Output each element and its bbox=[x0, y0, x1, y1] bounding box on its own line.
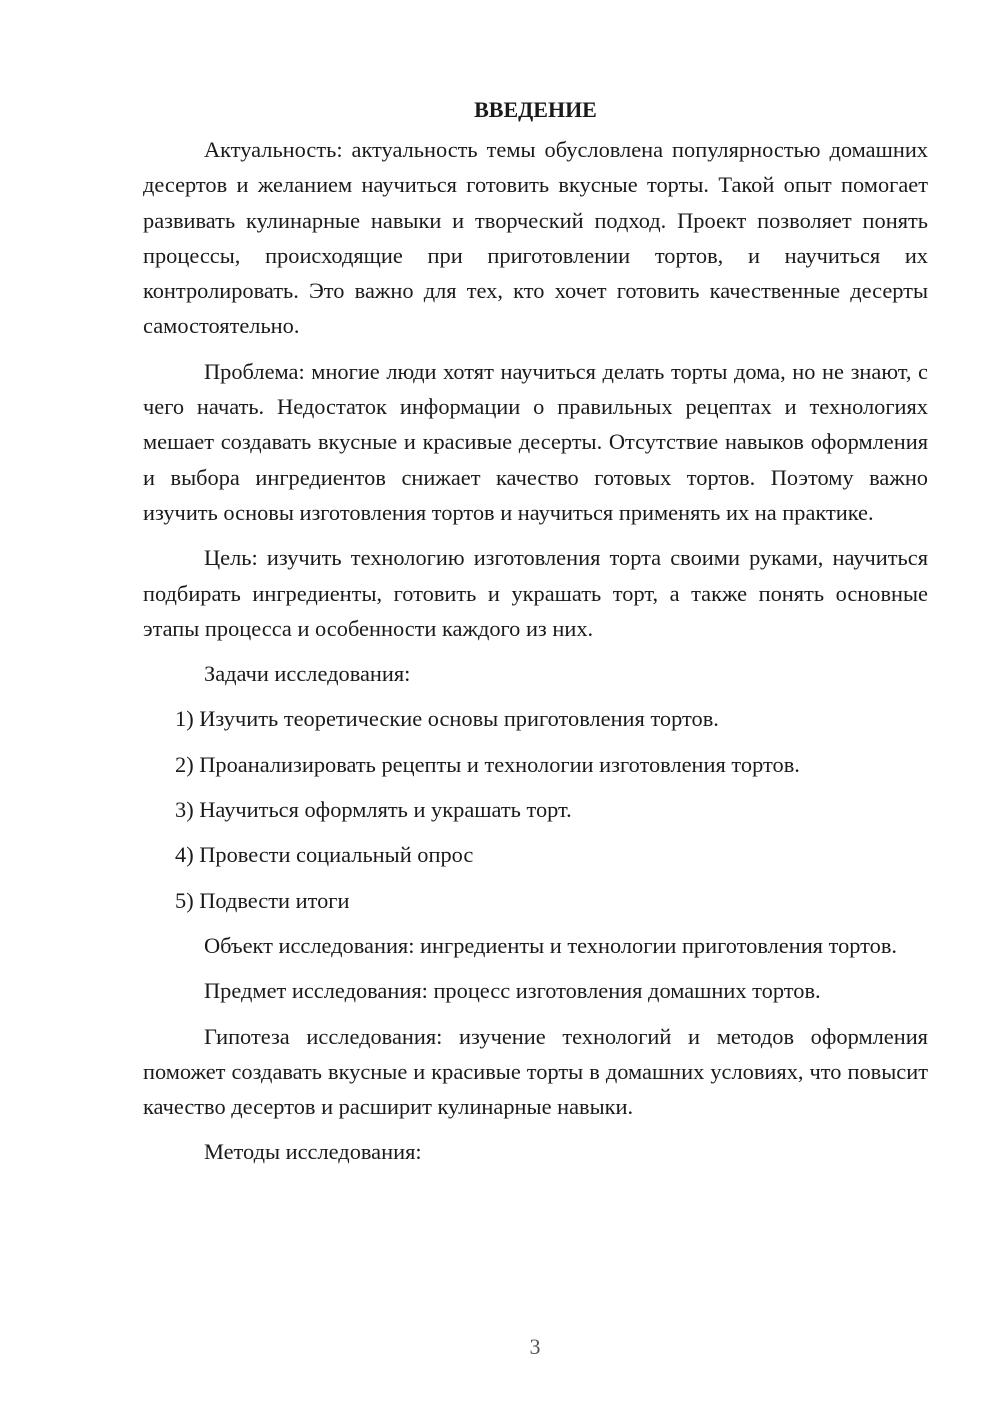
list-item: 1) Изучить теоретические основы приготовления тортов. bbox=[175, 706, 719, 732]
paragraph-object: Объект исследования: ингредиенты и технологии приготовления тортов. bbox=[204, 932, 898, 958]
list-item: 3) Научиться оформлять и украшать торт. bbox=[175, 797, 572, 823]
tasks-list bbox=[143, 701, 928, 917]
document-page bbox=[143, 92, 928, 1180]
paragraph-problem: Проблема: многие люди хотят научиться делать торты дома, но не знают, с чего начать. Недостаток информации о правильных рецептах и технологиях мешает создавать вкусные и красивые десерты. Отсутствие навыков оформления и выбора ингредиентов снижает качество готовых тортов. Поэтому важно изучить основы изготовления тортов и научиться применять их на практике. bbox=[143, 358, 928, 525]
paragraph-hypothesis: Гипотеза исследования: изучение технологий и методов оформления поможет создавать вкусные и красивые торты в домашних условиях, что повысит качество десертов и расширит кулинарные навыки. bbox=[143, 1023, 928, 1120]
methods-title: Методы исследования: bbox=[204, 1139, 422, 1165]
tasks-title: Задачи исследования: bbox=[204, 661, 411, 687]
list-item: 4) Провести социальный опрос bbox=[175, 842, 474, 868]
list-item: 2) Проанализировать рецепты и технологии изготовления тортов. bbox=[175, 751, 800, 777]
page-title: ВВЕДЕНИЕ bbox=[474, 97, 597, 122]
paragraph-subject: Предмет исследования: процесс изготовления домашних тортов. bbox=[204, 978, 821, 1004]
page-number: 3 bbox=[529, 1334, 541, 1359]
paragraph-relevance: Актуальность: актуальность темы обусловлена популярностью домашних десертов и желанием научиться готовить вкусные торты. Такой опыт помогает развивать кулинарные навыки и творческий подход. Проект позволяет понять процессы, происходящие при приготовлении тортов, и научиться их контролировать. Это важно для тех, кто хочет готовить качественные десерты самостоятельно. bbox=[143, 137, 928, 339]
paragraph-goal: Цель: изучить технологию изготовления торта своими руками, научиться подбирать ингредиенты, готовить и украшать торт, а также понять основные этапы процесса и особенности каждого из них. bbox=[143, 545, 928, 641]
list-item: 5) Подвести итоги bbox=[175, 887, 350, 913]
